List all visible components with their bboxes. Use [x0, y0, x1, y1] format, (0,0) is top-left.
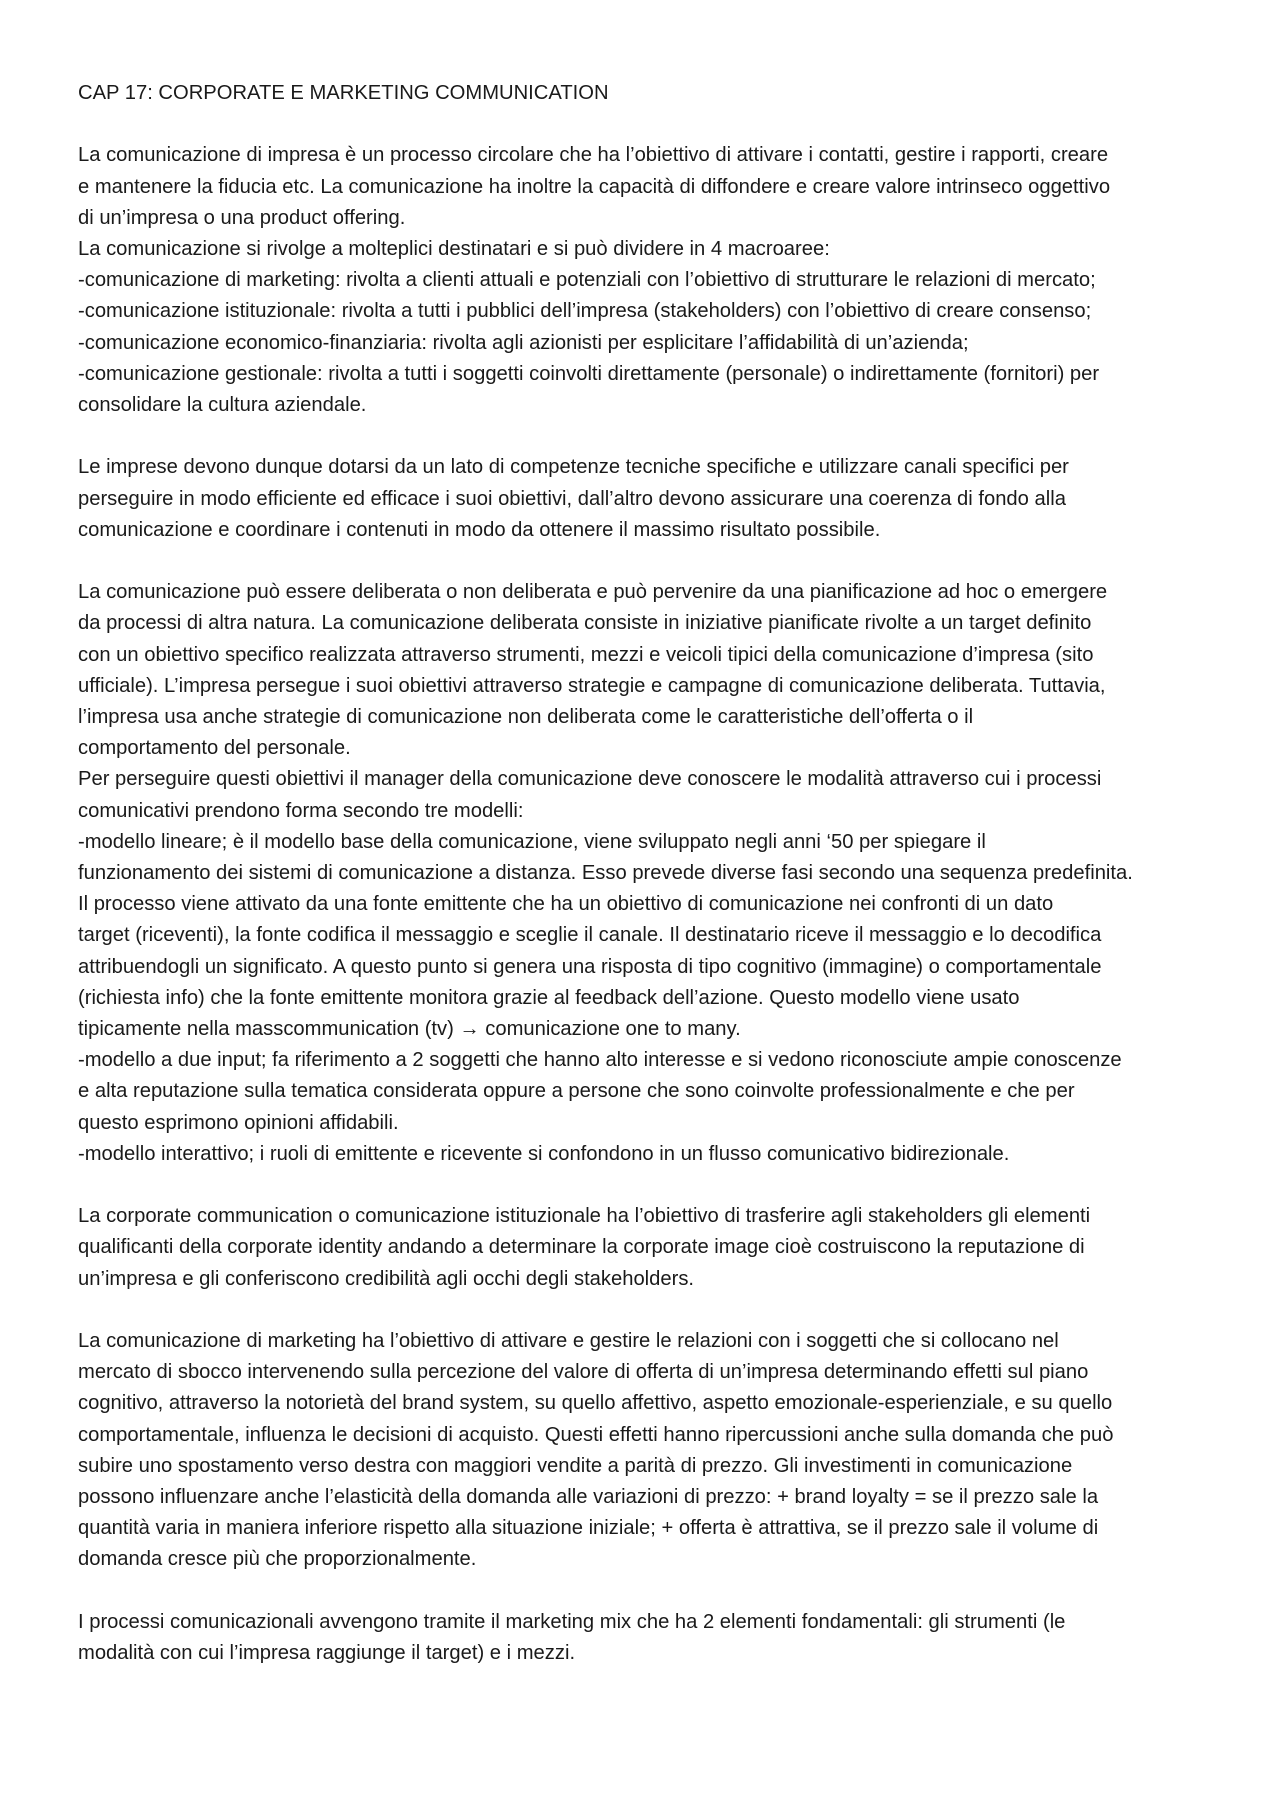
text-line: possono influenzare anche l’elasticità della domanda alle variazioni di prezzo: + brand loyalty = se il prezzo sale la [78, 1486, 1099, 1509]
text-line: un’impresa e gli conferiscono credibilità agli occhi degli stakeholders. [78, 1267, 695, 1290]
document-body [78, 140, 1218, 1669]
text-line: e mantenere la fiducia etc. La comunicazione ha inoltre la capacità di diffondere e creare valore intrinseco oggettivo [78, 175, 1111, 198]
text-line: comportamento del personale. [78, 737, 351, 760]
blank-line [78, 546, 1218, 577]
text-line: da processi di altra natura. La comunicazione deliberata consiste in iniziative pianificate rivolte a un target definito [78, 612, 1092, 635]
text-line: qualificanti della corporate identity andando a determinare la corporate image cioè costruiscono la reputazione di [78, 1236, 1085, 1259]
blank-line [78, 1295, 1218, 1326]
document-page [78, 78, 1218, 1669]
text-line: La comunicazione di impresa è un processo circolare che ha l’obiettivo di attivare i contatti, gestire i rapporti, creare [78, 144, 1109, 167]
text-line: l’impresa usa anche strategie di comunicazione non deliberata come le caratteristiche dell’offerta o il [78, 706, 974, 729]
text-line: -comunicazione gestionale: rivolta a tutti i soggetti coinvolti direttamente (personale) o indirettamente (fornitori) per [78, 362, 1100, 385]
text-line: target (riceventi), la fonte codifica il messaggio e sceglie il canale. Il destinatario riceve il messaggio e lo decodifica [78, 924, 1102, 947]
text-line: -comunicazione di marketing: rivolta a clienti attuali e potenziali con l’obiettivo di strutturare le relazioni di mercato; [78, 269, 1096, 292]
text-line: questo esprimono opinioni affidabili. [78, 1111, 399, 1134]
text-line: e alta reputazione sulla tematica considerata oppure a persone che sono coinvolte professionalmente e che per [78, 1080, 1075, 1103]
blank-line [78, 109, 1218, 140]
blank-line [78, 421, 1218, 452]
text-line: cognitivo, attraverso la notorietà del brand system, su quello affettivo, aspetto emozionale-esperienziale, e su quello [78, 1392, 1113, 1415]
text-line: Per perseguire questi obiettivi il manager della comunicazione deve conoscere le modalità attraverso cui i processi [78, 768, 1102, 791]
text-line: -modello a due input; fa riferimento a 2 soggetti che hanno alto interesse e si vedono riconosciute ampie conoscenze [78, 1049, 1122, 1072]
blank-line [78, 1170, 1218, 1201]
text-line: -comunicazione istituzionale: rivolta a tutti i pubblici dell’impresa (stakeholders) con l’obiettivo di creare consenso; [78, 300, 1092, 323]
text-line: Il processo viene attivato da una fonte emittente che ha un obiettivo di comunicazione nei confronti di un dato [78, 893, 1054, 916]
text-line: con un obiettivo specifico realizzata attraverso strumenti, mezzi e veicoli tipici della comunicazione d’impresa (sito [78, 643, 1094, 666]
text-line: mercato di sbocco intervenendo sulla percezione del valore di offerta di un’impresa determinando effetti sul piano [78, 1361, 1089, 1384]
text-line: modalità con cui l’impresa raggiunge il target) e i mezzi. [78, 1642, 576, 1665]
text-line: subire uno spostamento verso destra con maggiori vendite a parità di prezzo. Gli investimenti in comunicazione [78, 1454, 1073, 1477]
text-line: -comunicazione economico-finanziaria: rivolta agli azionisti per esplicitare l’affidabilità di un’azienda; [78, 331, 969, 354]
text-line: di un’impresa o una product offering. [78, 206, 406, 229]
text-line: La comunicazione si rivolge a molteplici destinatari e si può dividere in 4 macroaree: [78, 238, 830, 260]
text-line: -modello interattivo; i ruoli di emittente e ricevente si confondono in un flusso comunicativo bidirezionale. [78, 1142, 1010, 1165]
text-line: I processi comunicazionali avvengono tramite il marketing mix che ha 2 elementi fondamentali: gli strumenti (le [78, 1610, 1066, 1633]
text-line: tipicamente nella masscommunication (tv) → comunicazione one to many. [78, 1018, 741, 1041]
text-line: La comunicazione può essere deliberata o non deliberata e può pervenire da una pianificazione ad hoc o emergere [78, 581, 1108, 604]
blank-line [78, 1576, 1218, 1607]
text-line: comunicazione e coordinare i contenuti in modo da ottenere il massimo risultato possibile. [78, 518, 881, 541]
text-line: funzionamento dei sistemi di comunicazione a distanza. Esso prevede diverse fasi secondo una sequenza predefinita. [78, 862, 1133, 885]
text-line: comportamentale, influenza le decisioni di acquisto. Questi effetti hanno ripercussioni anche sulla domanda che può [78, 1423, 1114, 1446]
text-line: Le imprese devono dunque dotarsi da un lato di competenze tecniche specifiche e utilizzare canali specifici per [78, 456, 1069, 479]
text-line: La corporate communication o comunicazione istituzionale ha l’obiettivo di trasferire agli stakeholders gli elementi [78, 1205, 1091, 1228]
text-line: (richiesta info) che la fonte emittente monitora grazie al feedback dell’azione. Questo modello viene usato [78, 986, 1020, 1009]
text-line: ufficiale). L’impresa persegue i suoi obiettivi attraverso strategie e campagne di comunicazione deliberata. Tuttavia, [78, 674, 1106, 697]
text-line: attribuendogli un significato. A questo punto si genera una risposta di tipo cognitivo (immagine) o comportamentale [78, 955, 1102, 978]
text-line: La comunicazione di marketing ha l’obiettivo di attivare e gestire le relazioni con i soggetti che si collocano nel [78, 1330, 1059, 1353]
text-line: comunicativi prendono forma secondo tre modelli: [78, 799, 524, 822]
page-title: CAP 17: CORPORATE E MARKETING COMMUNICATION [78, 82, 609, 104]
text-line: domanda cresce più che proporzionalmente. [78, 1548, 477, 1571]
text-line: perseguire in modo efficiente ed efficace i suoi obiettivi, dall’altro devono assicurare una coerenza di fondo alla [78, 487, 1066, 510]
text-line: -modello lineare; è il modello base della comunicazione, viene sviluppato negli anni ‘50 per spiegare il [78, 830, 986, 853]
text-line: quantità varia in maniera inferiore rispetto alla situazione iniziale; + offerta è attrattiva, se il prezzo sale il volume di [78, 1517, 1099, 1540]
text-line: consolidare la cultura aziendale. [78, 394, 367, 417]
